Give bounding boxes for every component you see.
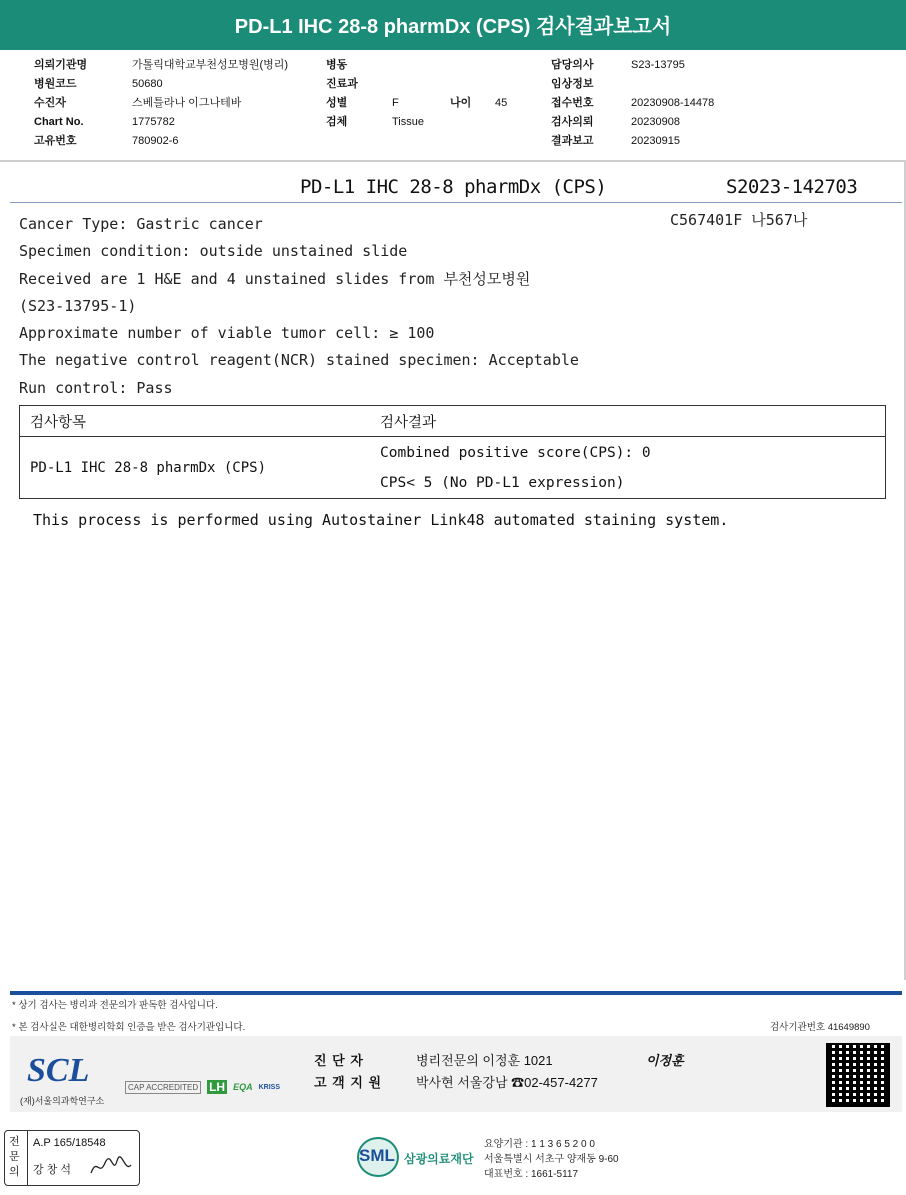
col-header-item: 검사항목: [20, 406, 371, 437]
value-age: 45: [495, 97, 508, 109]
value-unique-no: 780902-6: [132, 135, 179, 147]
report-code: C567401F 나567나: [670, 211, 808, 229]
label-hospital-code: 병원코드: [34, 78, 77, 90]
header-divider: [0, 160, 906, 162]
report-id: S2023-142703: [726, 176, 858, 198]
report-line-received: Received are 1 H&E and 4 unstained slides from 부천성모병원: [19, 269, 531, 288]
label-unique-no: 고유번호: [34, 135, 77, 147]
report-line-run-control: Run control: Pass: [19, 378, 173, 397]
signature-icon: [89, 1155, 133, 1179]
report-line-cancer-type: Cancer Type: Gastric cancer: [19, 215, 263, 233]
value-doctor: S23-13795: [631, 59, 685, 71]
sml-address: [484, 1137, 619, 1182]
report-test-name: PD-L1 IHC 28-8 pharmDx (CPS): [300, 176, 607, 198]
label-patient: 수진자: [34, 97, 66, 109]
diagnostician-signature: 이정훈: [646, 1053, 684, 1068]
qr-code-icon: [826, 1043, 890, 1107]
footer-note-1: * 상기 검사는 병리과 전문의가 판독한 검사입니다.: [12, 1000, 218, 1011]
cell-results: [370, 437, 886, 499]
report-line-specimen: Specimen condition: outside unstained slide: [19, 242, 408, 261]
customer-support-row: [314, 1072, 598, 1091]
header-col2: [326, 58, 507, 134]
report-line-case-no: (S23-13795-1): [19, 296, 137, 315]
diagnostician-value: 병리전문의 이정훈 1021: [416, 1053, 553, 1068]
report-line-tumor-cells: Approximate number of viable tumor cell: ≥ 100: [19, 324, 435, 343]
eqa-logo: EQA: [233, 1082, 253, 1092]
customer-support-value: 박사현 서울강남 ☎02-457-4277: [416, 1075, 598, 1090]
stamp-side-label: 전문의: [9, 1136, 20, 1178]
customer-support-label: 고 객 지 원: [314, 1075, 383, 1090]
result-table-header: [20, 406, 886, 437]
result-table: [19, 405, 886, 499]
sml-phone: 대표번호 : 1661-5117: [484, 1169, 579, 1180]
stamp-ap-number: A.P 165/18548: [33, 1137, 106, 1149]
header-col3: [551, 58, 714, 153]
value-patient: 스베틀라나 이그나테바: [132, 97, 242, 109]
report-underline: [10, 202, 902, 203]
label-institution: 의뢰기관명: [34, 59, 88, 71]
cap-logo: CAP ACCREDITED: [125, 1081, 201, 1094]
label-department: 진료과: [326, 78, 358, 90]
diagnostician-row: [314, 1050, 684, 1069]
footer-note-2: * 본 검사실은 대한병리학회 인증을 받은 검사기관입니다.: [12, 1022, 246, 1033]
sml-street-address: 서울특별시 서초구 양재동 9-60: [484, 1154, 619, 1165]
label-receipt-no: 접수번호: [551, 97, 594, 109]
process-note: This process is performed using Autostainer Link48 automated staining system.: [33, 511, 729, 529]
label-request-date: 검사의뢰: [551, 116, 594, 128]
value-institution: 가톨릭대학교부천성모병원(병리): [132, 59, 289, 71]
diagnostician-label: 진 단 자: [314, 1053, 364, 1068]
sml-institution-code: 요양기관 : 1 1 3 6 5 2 0 0: [484, 1139, 595, 1150]
value-chart-no: 1775782: [132, 116, 175, 128]
specialist-stamp: [4, 1130, 140, 1186]
stamp-divider: [27, 1131, 28, 1185]
value-receipt-no: 20230908-14478: [631, 97, 715, 109]
report-line-ncr: The negative control reagent(NCR) stained specimen: Acceptable: [19, 351, 579, 370]
result-table-row: [20, 437, 886, 499]
value-specimen: Tissue: [392, 116, 424, 128]
label-sex: 성별: [326, 97, 348, 109]
scl-logo: SCL: [27, 1052, 90, 1089]
label-ward: 병동: [326, 59, 348, 71]
label-report-date: 결과보고: [551, 135, 594, 147]
value-sex: F: [392, 97, 399, 109]
footer-blue-line: [10, 991, 902, 995]
value-hospital-code: 50680: [132, 78, 163, 90]
value-report-date: 20230915: [631, 135, 680, 147]
label-doctor: 담당의사: [551, 59, 594, 71]
report-title: PD-L1 IHC 28-8 pharmDx (CPS) 검사결과보고서: [0, 0, 906, 50]
cell-test-item: PD-L1 IHC 28-8 pharmDx (CPS): [20, 437, 371, 499]
cert-logos: [125, 1080, 280, 1094]
result-cps-interpretation: CPS< 5 (No PD-L1 expression): [380, 474, 625, 491]
label-chart-no: Chart No.: [34, 116, 84, 128]
value-request-date: 20230908: [631, 116, 680, 128]
scl-name: (재)서울의과학연구소: [20, 1096, 105, 1106]
sml-name: 삼광의료재단: [404, 1152, 474, 1166]
result-cps-score: Combined positive score(CPS): 0: [380, 444, 651, 461]
lh-logo: LH: [209, 1080, 226, 1094]
label-age: 나이: [450, 97, 472, 109]
lab-number: 검사기관번호 41649890: [770, 1022, 870, 1033]
label-clinical-info: 임상정보: [551, 78, 594, 90]
sml-logo-text: SML: [359, 1146, 395, 1165]
label-specimen: 검체: [326, 116, 348, 128]
kriss-logo: KRISS: [258, 1083, 281, 1091]
header-col1: [34, 58, 288, 153]
report-body: [19, 211, 579, 402]
stamp-name: 강 창 석: [33, 1164, 71, 1176]
col-header-result: 검사결과: [370, 406, 886, 437]
